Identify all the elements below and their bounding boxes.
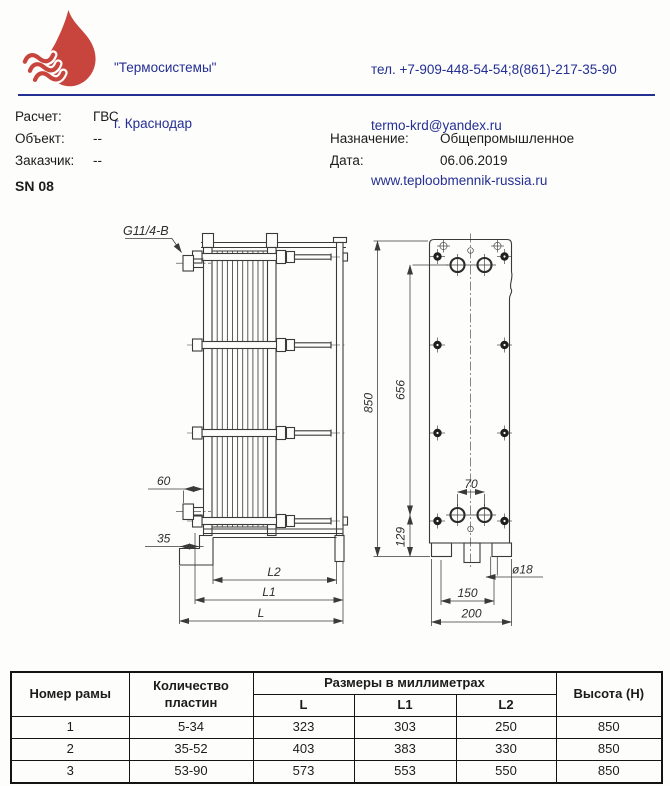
purpose-value: Общепромышленное [440,131,575,146]
dim-l2: L2 [267,565,281,579]
cell-l: 323 [253,717,354,739]
calc-value: ГВС [93,109,119,124]
company-block [114,22,216,170]
technical-drawing [90,212,570,644]
cell-plates: 35-52 [129,739,253,761]
side-view [123,224,348,624]
customer-label: Заказчик: [15,153,75,168]
cell-frame: 3 [11,761,129,784]
dim-l1: L1 [262,585,276,599]
dim-150: 150 [457,586,478,600]
cell-l2: 550 [456,761,556,784]
object-label: Объект: [15,131,65,146]
table-row [11,739,662,761]
purpose-label: Назначение: [330,131,409,146]
connection-size-label: G11/4-B [123,224,169,238]
front-view [362,234,544,627]
dim-129: 129 [393,526,408,548]
cell-l1: 553 [354,761,456,784]
cell-l1: 303 [354,717,456,739]
cell-l2: 250 [456,717,556,739]
cell-l1: 383 [354,739,456,761]
company-phone: тел. +7-909-448-54-54;8(861)-217-35-90 [371,62,617,77]
header-divider [18,94,655,96]
dim-70: 70 [464,477,478,491]
company-city: г. Краснодар [114,115,192,131]
col-header-frame: Номер рамы [11,672,129,717]
cell-l: 573 [253,761,354,784]
dim-hole-diameter: ø18 [512,562,533,577]
date-value: 06.06.2019 [440,153,508,168]
dim-35: 35 [157,531,171,546]
plate-pack [217,251,263,527]
cell-l2: 330 [456,739,556,761]
col-header-l1: L1 [354,695,456,717]
table-row [11,717,662,739]
table-header-row [11,672,662,695]
dim-60: 60 [157,474,171,488]
col-header-dims: Размеры в миллиметрах [253,672,556,695]
cell-l: 403 [253,739,354,761]
table-row [11,761,662,784]
cell-frame: 1 [11,717,129,739]
cell-plates: 5-34 [129,717,253,739]
col-header-height: Высота (Н) [556,672,662,717]
company-name: "Термосистемы" [114,60,217,75]
cell-height: 850 [556,761,662,784]
col-header-l2: L2 [456,695,556,717]
cell-plates: 53-90 [129,761,253,784]
model-label: SN 08 [15,178,54,194]
company-email: termo-krd@yandex.ru [371,117,502,133]
dim-200: 200 [461,606,482,621]
cell-height: 850 [556,739,662,761]
dim-850: 850 [361,392,376,414]
dimensions-table [10,671,663,784]
dim-656: 656 [393,379,408,401]
customer-value: -- [93,153,102,168]
dim-l: L [257,606,265,620]
object-value: -- [93,131,102,146]
company-website: www.teploobmennik-russia.ru [371,173,548,188]
col-header-l: L [253,695,354,717]
cell-height: 850 [556,717,662,739]
cell-frame: 2 [11,739,129,761]
date-label: Дата: [330,153,364,168]
company-logo-drop-icon [16,9,108,93]
contact-block [371,24,617,228]
calc-label: Расчет: [15,109,62,124]
col-header-plates: Количество пластин [129,672,253,717]
